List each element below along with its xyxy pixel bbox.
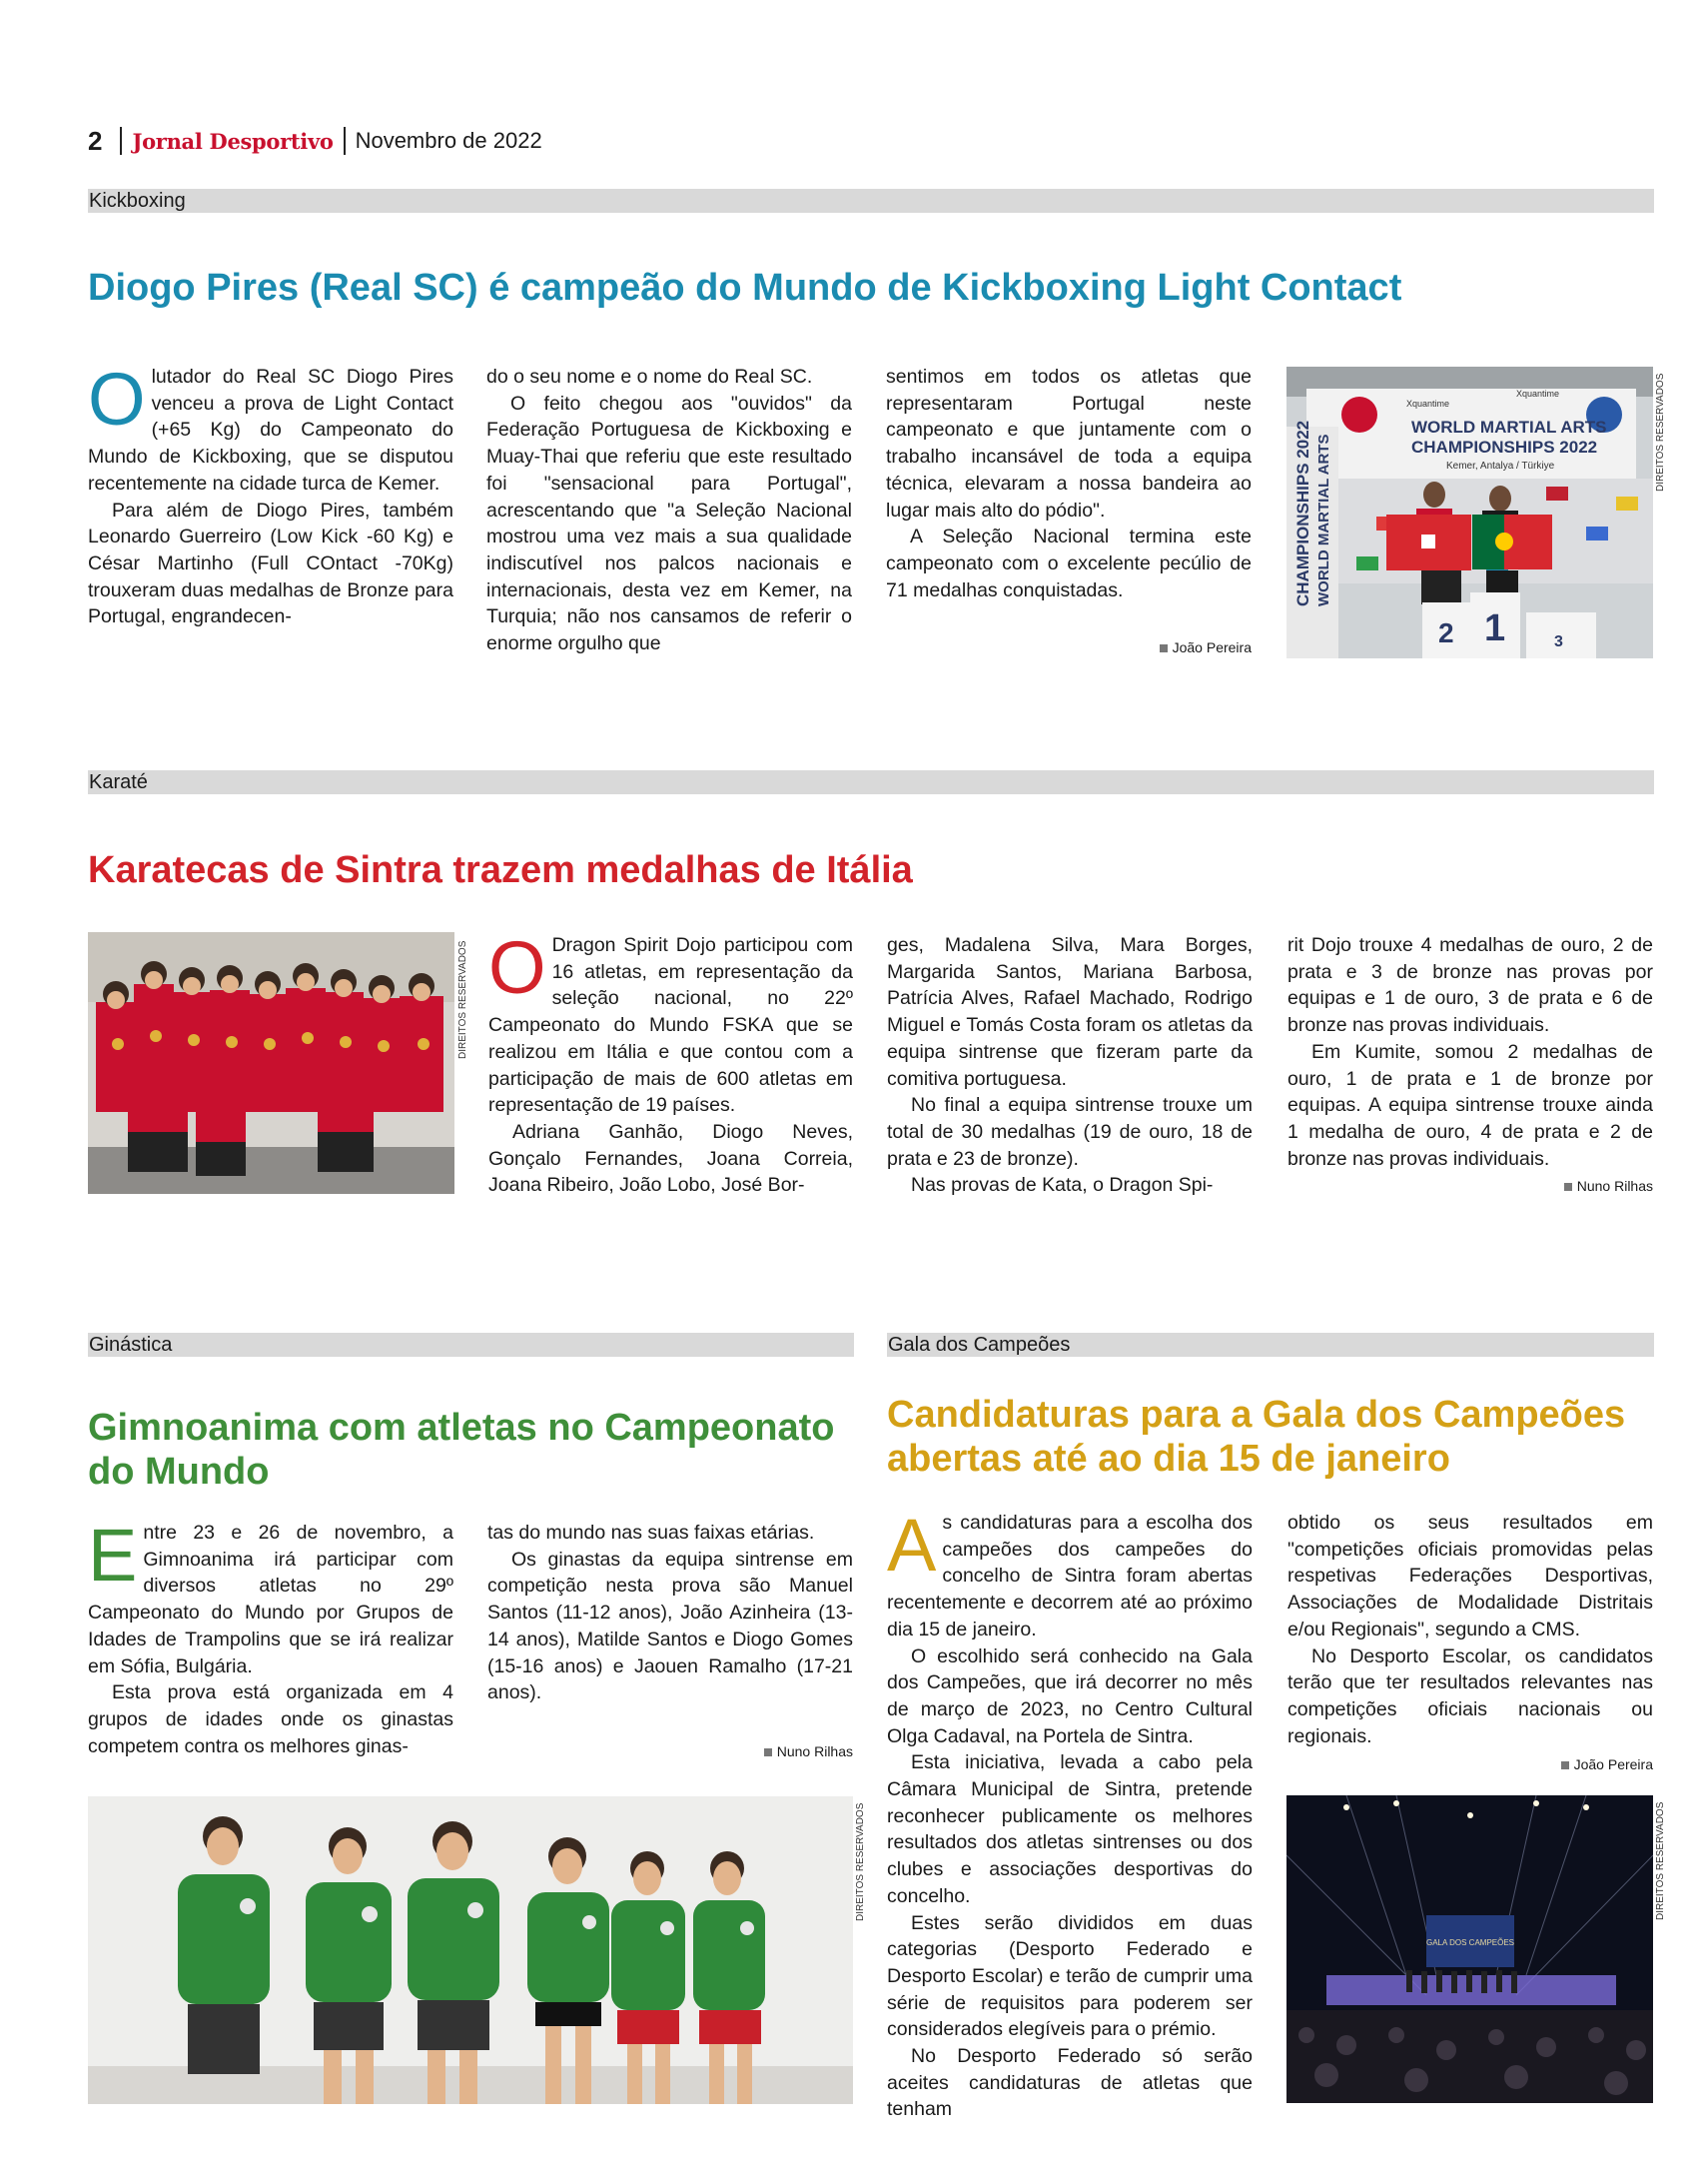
paragraph: No Desporto Escolar, os candidatos terão que ter resultados relevantes nas competições oficiais nacionais ou regionais.: [1287, 1644, 1653, 1747]
drop-cap: A: [887, 1504, 937, 1587]
gala-col-2: [1287, 1510, 1653, 1749]
photo-credit: DIREITOS RESERVADOS: [457, 940, 468, 1059]
headline-ginastica: Gimnoanima com atletas no Campeonato do Mundo: [88, 1407, 835, 1493]
divider: [344, 127, 346, 155]
paragraph: Em Kumite, somou 2 medalhas de ouro, 1 de prata e 1 de bronze por equipas. A equipa sintrense trouxe ainda 1 medalha de ouro, 4 de prata e 2 de bronze nas provas individuais.: [1287, 1040, 1653, 1170]
podium-2: 2: [1438, 617, 1454, 648]
paragraph: obtido os seus resultados em "competições oficiais promovidas pelas respetivas Federações Desportivas, Associações de Modalidade Distritais e/ou Regionais", segundo a CMS.: [1287, 1512, 1653, 1640]
side-banner: CHAMPIONSHIPS 2022: [1293, 420, 1312, 606]
paragraph: ges, Madalena Silva, Mara Borges, Margarida Santos, Mariana Barbosa, Patrícia Alves, Rafael Machado, Rodrigo Miguel e Tomás Costa foram os atletas da equipa sintrense que fizeram parte da comitiva portuguesa.: [887, 934, 1253, 1090]
sponsor-logo: Xquantime: [1516, 389, 1560, 399]
photo-gymnasts: [88, 1796, 853, 2104]
photo-credit: DIREITOS RESERVADOS: [1655, 373, 1666, 492]
headline-gala: Candidaturas para a Gala dos Campeões abertas até ao dia 15 de janeiro: [887, 1394, 1626, 1480]
drop-cap: O: [88, 358, 146, 441]
paragraph: O feito chegou aos "ouvidos" da Federação Portuguesa de Kickboxing e Muay-Thai que referiu que este resultado foi "sensacional para Portugal", acrescentando que "a Seleção Nacional mostrou uma vez mais a sua qualidade indiscutível nos palcos nacionais e internacionais, desta vez em Kemer, na Turquia; não nos cansamos de referir o enorme orgulho que: [486, 392, 852, 655]
kick-col-2: [486, 364, 852, 657]
photo-credit: DIREITOS RESERVADOS: [855, 1802, 866, 1921]
paragraph: Dragon Spirit Dojo participou com 16 atletas, em representação da seleção nacional, no 22º Campeonato do Mundo FSKA que se realizou em Itália e que contou com a participação de mais de 600 atletas em representação de 19 países.: [488, 934, 853, 1117]
byline-author: João Pereira: [1172, 639, 1252, 655]
paragraph: A Seleção Nacional termina este campeonato com o excelente pecúlio de 71 medalhas conquistadas.: [886, 526, 1252, 601]
photo-kickboxing-podium: [1286, 367, 1653, 658]
section-bar-karate: Karaté: [88, 770, 1654, 794]
square-bullet-icon: [764, 1748, 772, 1756]
paragraph: rit Dojo trouxe 4 medalhas de ouro, 2 de prata e 3 de bronze nas provas por equipas e 1 de ouro, 3 de prata e 6 de bronze nas provas individuais.: [1287, 934, 1653, 1037]
byline-author: Nuno Rilhas: [1576, 1178, 1653, 1194]
page-number: 2: [88, 125, 103, 156]
paragraph: s candidaturas para a escolha dos campeões dos campeões do concelho de Sintra foram abertas recentemente e decorrem até ao próximo dia 15 de janeiro.: [887, 1512, 1253, 1640]
square-bullet-icon: [1561, 1761, 1569, 1769]
photo-gala-stage: [1286, 1795, 1653, 2103]
paragraph: Os ginastas da equipa sintrense em competição nesta prova são Manuel Santos (11-12 anos), João Azinheira (13-14 anos), Matilde Santos e Diogo Gomes (15-16 anos) e Jaouen Ramalho (17-21 anos).: [487, 1548, 853, 1704]
paragraph: tas do mundo nas suas faixas etárias.: [487, 1522, 815, 1544]
karate-col-1: [488, 926, 853, 1199]
screen-logo: GALA DOS CAMPEÕES: [1425, 1938, 1515, 1947]
paragraph: Nas provas de Kata, o Dragon Spi-: [911, 1174, 1214, 1197]
gin-col-1: [88, 1514, 453, 1759]
karate-col-3: [1287, 932, 1653, 1172]
paragraph: Para além de Diogo Pires, também Leonardo Guerreiro (Low Kick -60 Kg) e César Martinho (Full COntact -70Kg) trouxeram duas medalhas de Bronze para Portugal, engrandecen-: [88, 499, 453, 628]
side-banner-2: WORLD MARTIAL ARTS: [1315, 434, 1332, 606]
brand-logo: Jornal Desportivo: [132, 128, 334, 154]
photo-karate-team: [88, 932, 454, 1194]
divider: [120, 127, 122, 155]
banner-line-3: Kemer, Antalya / Türkiye: [1446, 461, 1555, 472]
byline-author: João Pereira: [1573, 1756, 1653, 1772]
photo-credit: DIREITOS RESERVADOS: [1655, 1801, 1666, 1920]
karate-col-2: [887, 932, 1253, 1199]
banner-line-2: CHAMPIONSHIPS 2022: [1411, 438, 1598, 457]
kick-col-3: [886, 364, 1252, 603]
section-bar-kickboxing: Kickboxing: [88, 189, 1654, 213]
paragraph: Estes serão divididos em duas categorias (Desporto Federado e Desporto Escolar) e terão de cumprir uma série de requisitos para poderem ser considerados elegíveis para o prémio.: [887, 1911, 1253, 2041]
paragraph: do o seu nome e o nome do Real SC.: [486, 366, 813, 388]
sponsor-logo: Xquantime: [1406, 399, 1450, 409]
square-bullet-icon: [1564, 1183, 1572, 1191]
paragraph: lutador do Real SC Diogo Pires venceu a prova de Light Contact (+65 Kg) do Campeonato do Mundo de Kickboxing, que se disputou recentemente na cidade turca de Kemer.: [88, 366, 453, 495]
paragraph: Esta iniciativa, levada a cabo pela Câmara Municipal de Sintra, pretende reconhecer publicamente os melhores resultados dos atletas sintrenses ou dos clubes e associações desportivas do concelho.: [887, 1751, 1253, 1907]
drop-cap: O: [488, 926, 546, 1009]
issue-date: Novembro de 2022: [355, 128, 542, 153]
byline: [999, 639, 1252, 655]
section-bar-gala: Gala dos Campeões: [887, 1333, 1654, 1357]
paragraph: Esta prova está organizada em 4 grupos de idades onde os ginastas competem contra os melhores ginas-: [88, 1681, 453, 1757]
gin-col-2: [487, 1520, 853, 1706]
byline: [599, 1743, 853, 1759]
page-header: [88, 124, 542, 158]
byline: [1398, 1756, 1653, 1772]
paragraph: No Desporto Federado só serão aceites candidaturas de atletas que tenham: [887, 2045, 1253, 2121]
headline-kickboxing: Diogo Pires (Real SC) é campeão do Mundo de Kickboxing Light Contact: [88, 267, 1402, 309]
headline-karate: Karatecas de Sintra trazem medalhas de Itália: [88, 849, 913, 891]
gala-col-1: [887, 1504, 1253, 2123]
byline-author: Nuno Rilhas: [776, 1743, 853, 1759]
byline: [1398, 1178, 1653, 1194]
banner-line-1: WORLD MARTIAL ARTS: [1411, 418, 1607, 437]
podium-3: 3: [1554, 633, 1563, 650]
square-bullet-icon: [1160, 644, 1168, 652]
drop-cap: E: [88, 1514, 138, 1597]
paragraph: Adriana Ganhão, Diogo Neves, Gonçalo Fernandes, Joana Correia, Joana Ribeiro, João Lobo, José Bor-: [488, 1120, 853, 1197]
kick-col-1: [88, 358, 453, 630]
paragraph: O escolhido será conhecido na Gala dos Campeões, que irá decorrer no mês de março de 2023, no Centro Cultural Olga Cadaval, na Portela de Sintra.: [887, 1644, 1253, 1747]
paragraph: No final a equipa sintrense trouxe um total de 30 medalhas (19 de ouro, 18 de prata e 23 de bronze).: [887, 1094, 1253, 1170]
section-bar-ginastica: Ginástica: [88, 1333, 854, 1357]
paragraph: ntre 23 e 26 de novembro, a Gimnoanima irá participar com diversos atletas no 29º Campeonato do Mundo por Grupos de Idades de Trampolins que se irá realizar em Sófia, Bulgária.: [88, 1522, 453, 1677]
paragraph: sentimos em todos os atletas que representaram Portugal neste campeonato e que juntamente com o trabalho incansável de toda a equipa técnica, elevaram a nossa bandeira ao lugar mais alto do pódio".: [886, 366, 1252, 522]
podium-1: 1: [1484, 607, 1506, 649]
